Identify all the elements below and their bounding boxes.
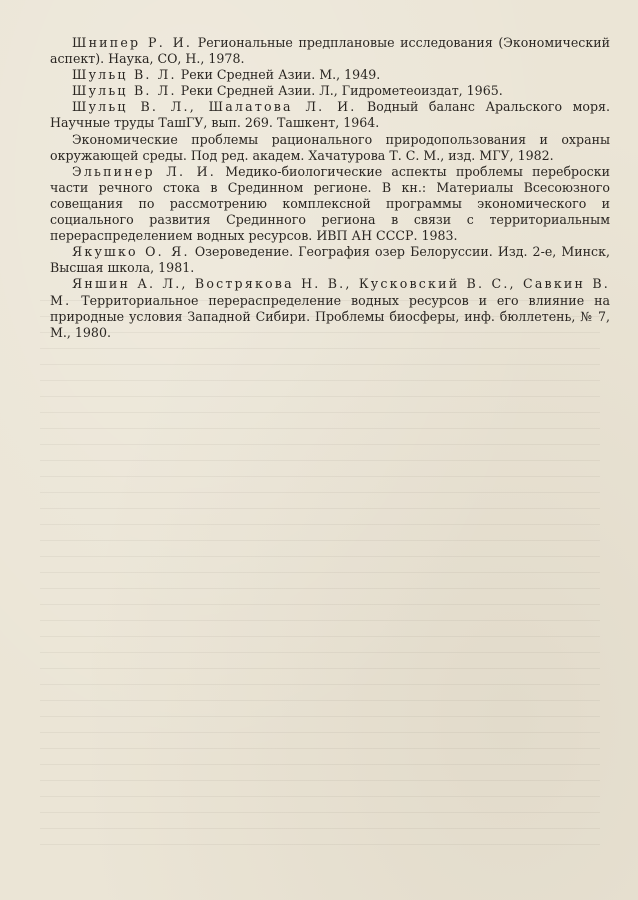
reference-author: Шнипер Р. И. [72, 35, 193, 50]
reference-text: Региональные предплановые исследования (Экономический аспект). Наука, СО, Н., 1978. [50, 35, 611, 67]
reference-list [50, 35, 610, 341]
reference-text: Медико-биологические аспекты проблемы переброски части речного стока в Срединном регионе. В кн.: Материалы Всесоюзного совещания по рассмотрению комплексной программы экономического и социального развития Срединного региона в связи с территориальным перераспределением водных ресурсов. ИВП АН СССР. 1983. [50, 163, 611, 244]
reference-entry [50, 276, 610, 340]
show-through-text [40, 300, 600, 860]
reference-text: Реки Средней Азии. Л., Гидрометеоиздат, 1965. [176, 83, 503, 99]
reference-text: Экономические проблемы рационального природопользования и охраны окружающей среды. Под ред. академ. Хачатурова Т. С. М., изд. МГУ, 1982. [50, 131, 610, 163]
reference-entry [50, 132, 610, 164]
reference-entry [50, 67, 610, 83]
reference-author: Яншин А. Л., Вострякова Н. В., Кусковский В. С., Савкин В. М. [50, 276, 610, 308]
reference-text: Территориальное перераспределение водных ресурсов и его влияние на природные условия Западной Сибири. Проблемы биосферы, инф. бюллетень, № 7, М., 1980. [50, 292, 610, 340]
reference-author: Эльпинер Л. И. [72, 163, 217, 179]
reference-text: Реки Средней Азии. М., 1949. [176, 67, 381, 83]
reference-text: Озероведение. География озер Белоруссии. Изд. 2-е, Минск, Высшая школа, 1981. [50, 244, 610, 276]
reference-author: Шульц В. Л. [72, 67, 177, 83]
reference-author: Шульц В. Л. [72, 83, 177, 99]
reference-entry [50, 164, 610, 244]
reference-entry [50, 99, 610, 131]
reference-text: Водный баланс Аральского моря. Научные труды ТашГУ, вып. 269. Ташкент, 1964. [50, 99, 610, 131]
reference-entry [50, 35, 610, 67]
reference-author: Шульц В. Л., Шалатова Л. И. [72, 99, 357, 115]
reference-entry [50, 83, 610, 99]
reference-author: Якушко О. Я. [72, 244, 190, 260]
reference-entry [50, 244, 610, 276]
